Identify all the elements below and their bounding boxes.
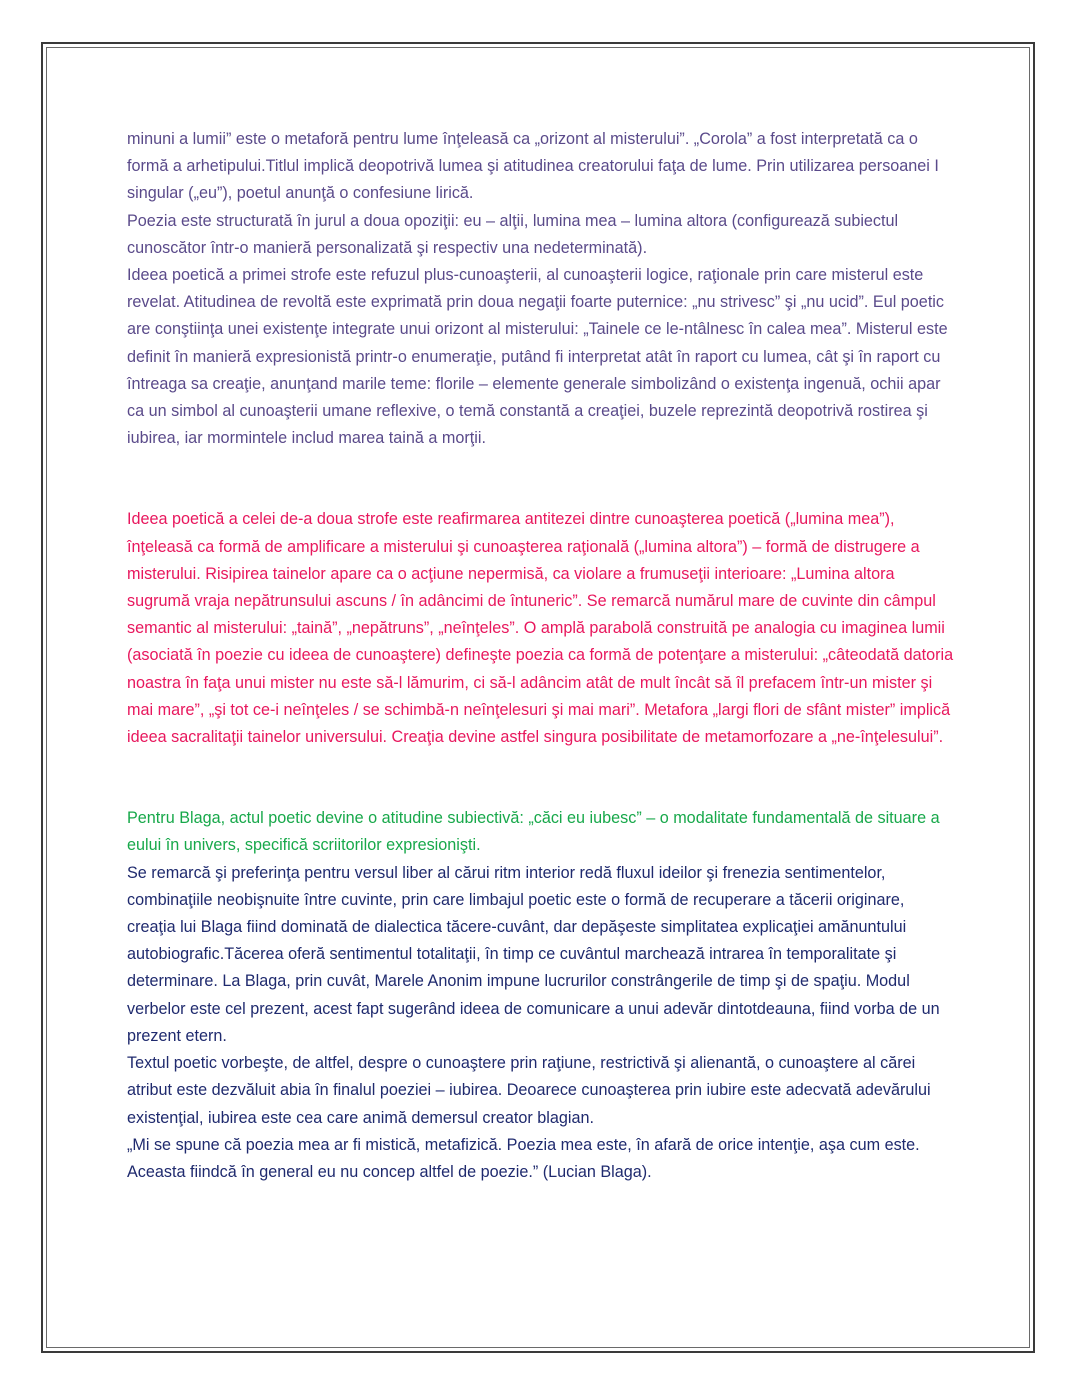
paragraph-second-stanza: Ideea poetică a celei de-a doua strofe este reafirmarea antitezei dintre cunoaşterea poetică („lumina mea”), înţeleasă ca formă de amplificare a misterului şi cunoaşterea raţională („lumina altora”) – formă de distrugere a misterului. Risipirea tainelor apare ca o acţiune nepermisă, ca violare a frumuseţii interioare: „Lumina altora sugrumă vraja nepătrunsului ascuns / în adâncimi de întuneric”. Se remarcă numărul mare de cuvinte din câmpul semantic al misterului: „taină”, „nepătruns”, „neînţeles”. O amplă parabolă construită pe analogia cu imaginea lumii (asociată în poezie cu ideea de cunoaştere) defineşte poezia ca formă de potenţare a misterului: „câteodată datoria noastra în faţa unui mister nu este să-l lămurim, ci să-l adâncim atât de mult încât să îl prefacem într-un mister şi mai mare”, „şi tot ce-i neînţeles / se schimbă-n neînţelesuri şi mai mari”. Metafora „largi flori de sfânt mister” implică ideea sacralitaţii tainelor universului. Creaţia devine astfel singura posibilitate de metamorfozare a „ne-înţelesului”. bbox=[127, 510, 954, 747]
section-spacer bbox=[127, 452, 957, 506]
paragraph-knowledge: Textul poetic vorbeşte, de altfel, despre o cunoaştere prin raţiune, restrictivă şi alienantă, o cunoaştere al cărei atribut este dezvăluit abia în finalul poeziei – iubirea. Deoarece cunoaşterea prin iubire este adecvată adevărului existenţial, iubirea este cea care animă demersul creator blagian. bbox=[127, 1054, 931, 1127]
paragraph-first-stanza: Ideea poetică a primei strofe este refuzul plus-cunoaşterii, al cunoaşterii logice, raţionale prin care misterul este revelat. Atitudinea de revoltă este exprimată prin doua negaţii foarte puternice: „nu strivesc” şi „nu ucid”. Eul poetic are conştiinţa unei existenţe integrate unui orizont al misterului: „Tainele ce le-ntâlnesc în calea mea”. Misterul este definit în manieră expresionistă printr-o enumeraţie, putând fi interpretat atât în raport cu lumea, cât şi în raport cu întreaga sa creaţie, anunţand marile teme: florile – elemente generale simbolizând o existenţa ingenuă, ochii apar ca un simbol al cunoaşterii umane reflexive, o temă constantă a creaţiei, buzele reprezintă deopotrivă rostirea şi iubirea, iar mormintele includ marea taină a morţii. bbox=[127, 266, 948, 448]
paragraph-free-verse: Se remarcă şi preferinţa pentru versul liber al cărui ritm interior redă fluxul ideilor şi frenezia sentimentelor, combinaţiile neobişnuite între cuvinte, prin care limbajul poetic este o formă de recuperare a tăcerii originare, creaţia lui Blaga fiind dominată de dialectica tăcere-cuvânt, dar depăşeste simplitatea explicaţiei amănuntului autobiografic.Tăcerea oferă sentimentul totalitaţii, în timp ce cuvântul marchează intrarea în temporalitate şi determinare. La Blaga, prin cuvât, Marele Anonim impune lucrurilor constrângerile de timp şi de spaţiu. Modul verbelor este cel prezent, acest fapt sugerând ideea de comunicare a unui adevăr dintotdeauna, fiind vorba de un prezent etern. bbox=[127, 863, 940, 1045]
document-body bbox=[127, 126, 957, 1186]
paragraph-oppositions: Poezia este structurată în jurul a doua opoziţii: eu – alţii, lumina mea – lumina altora (configurează subiectul cunoscător într-o manieră personalizată şi respectiv una nedeterminată). bbox=[127, 211, 899, 257]
section-spacer bbox=[127, 751, 957, 805]
paragraph-blaga-quote: „Mi se spune că poezia mea ar fi mistică, metafizică. Poezia mea este, în afară de orice intenţie, aşa cum este. Aceasta fiindcă în general eu nu concep altfel de poezie.” (Lucian Blaga). bbox=[127, 1135, 920, 1181]
paragraph-poetic-act: Pentru Blaga, actul poetic devine o atitudine subiectivă: „căci eu iubesc” – o modalitate fundamentală de situare a eului în univers, specifică scriitorilor expresionişti. bbox=[127, 809, 940, 855]
paragraph-title-metaphor: minuni a lumii” este o metaforă pentru lume înţeleasă ca „orizont al misterului”. „Corola” a fost interpretată ca o formă a arhetipului.Titlul implică deopotrivă lumea şi atitudinea creatorului faţa de lume. Prin utilizarea persoanei I singular („eu”), poetul anunţă o confesiune lirică. bbox=[127, 130, 939, 203]
